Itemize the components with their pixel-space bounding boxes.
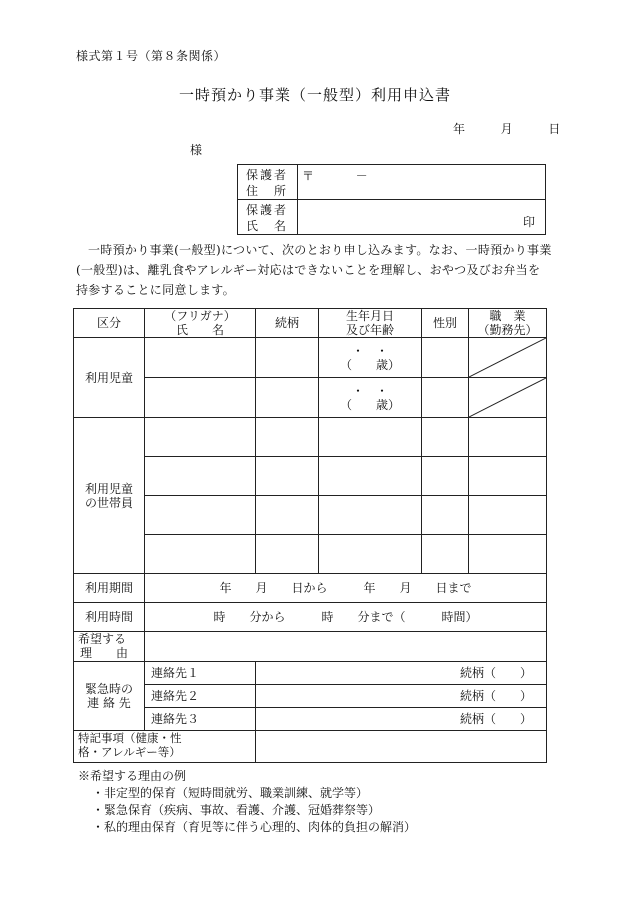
contact-field[interactable] xyxy=(256,662,547,685)
household-name-field[interactable] xyxy=(145,418,256,457)
household-row xyxy=(74,457,547,496)
reason-field[interactable] xyxy=(145,632,547,662)
household-birth-field[interactable] xyxy=(319,496,422,535)
child-name-field[interactable] xyxy=(145,338,256,378)
household-name-field[interactable] xyxy=(145,457,256,496)
child-birth-field[interactable]: ・ ・ （ 歳） xyxy=(319,338,422,378)
household-row xyxy=(74,535,547,574)
header-relation: 続柄 xyxy=(256,309,319,338)
consent-text: 一時預かり事業(一般型)について、次のとおり申し込みます。なお、一時預かり事業(一般型)は、離乳食やアレルギー対応はできないことを理解し、おやつ及びお弁当を持参することに同意します。 xyxy=(76,243,552,297)
emergency-row xyxy=(74,685,547,708)
header-name: （フリガナ） 氏 名 xyxy=(145,309,256,338)
guardian-table xyxy=(237,164,546,235)
household-label: 利用児童 の世帯員 xyxy=(74,418,145,574)
household-relation-field[interactable] xyxy=(256,418,319,457)
contact-label: 連絡先１ xyxy=(145,662,256,685)
child-row xyxy=(74,378,547,418)
household-sex-field[interactable] xyxy=(422,457,469,496)
household-sex-field[interactable] xyxy=(422,418,469,457)
header-birth: 生年月日 及び年齢 xyxy=(319,309,422,338)
postal-dash: － xyxy=(355,169,368,183)
notes-item: ・緊急保育（疾病、事故、看護、介護、冠婚葬祭等） xyxy=(92,803,381,817)
notes-item: ・私的理由保育（育児等に伴う心理的、肉体的負担の解消） xyxy=(92,820,417,834)
date-day-label: 日 xyxy=(548,122,561,136)
household-row xyxy=(74,418,547,457)
child-row xyxy=(74,338,547,378)
contact-field[interactable] xyxy=(256,708,547,731)
date-line xyxy=(453,120,560,137)
contact-label: 連絡先３ xyxy=(145,708,256,731)
child-label: 利用児童 xyxy=(74,338,145,418)
guardian-name-label: 保護者 氏 名 xyxy=(238,200,298,235)
contact-field[interactable] xyxy=(256,685,547,708)
household-row xyxy=(74,496,547,535)
special-field[interactable] xyxy=(256,731,547,763)
notes-item: ・非定型的保育（短時間就労、職業訓練、就学等） xyxy=(92,786,369,800)
application-table xyxy=(73,308,547,763)
header-category: 区分 xyxy=(74,309,145,338)
period-label: 利用期間 xyxy=(74,574,145,603)
contact-label: 連絡先２ xyxy=(145,685,256,708)
household-job-field[interactable] xyxy=(469,418,547,457)
reason-examples xyxy=(78,768,416,836)
addressee-suffix: 様 xyxy=(190,143,203,157)
date-month-label: 月 xyxy=(500,122,513,136)
date-year-label: 年 xyxy=(453,122,466,136)
household-sex-field[interactable] xyxy=(422,535,469,574)
child-birth-field[interactable]: ・ ・ （ 歳） xyxy=(319,378,422,418)
guardian-address-field[interactable] xyxy=(298,165,546,200)
household-birth-field[interactable] xyxy=(319,535,422,574)
household-sex-field[interactable] xyxy=(422,496,469,535)
household-relation-field[interactable] xyxy=(256,535,319,574)
household-relation-field[interactable] xyxy=(256,457,319,496)
child-relation-field[interactable] xyxy=(256,378,319,418)
household-name-field[interactable] xyxy=(145,496,256,535)
child-job-na-cell xyxy=(469,378,547,418)
reason-row xyxy=(74,632,547,662)
notes-heading: ※希望する理由の例 xyxy=(78,769,187,783)
household-job-field[interactable] xyxy=(469,535,547,574)
household-birth-field[interactable] xyxy=(319,457,422,496)
contact-relation: 続柄（ ） xyxy=(459,666,532,680)
household-name-field[interactable] xyxy=(145,535,256,574)
seal-mark: 印 xyxy=(522,215,535,229)
contact-relation: 続柄（ ） xyxy=(459,689,532,703)
period-row xyxy=(74,574,547,603)
contact-relation: 続柄（ ） xyxy=(459,712,532,726)
time-field[interactable]: 時 分から 時 分まで（ 時間） xyxy=(145,603,547,632)
header-row xyxy=(74,309,547,338)
special-row xyxy=(74,731,547,763)
time-label: 利用時間 xyxy=(74,603,145,632)
child-job-na-cell xyxy=(469,338,547,378)
period-field[interactable]: 年 月 日から 年 月 日まで xyxy=(145,574,547,603)
household-birth-field[interactable] xyxy=(319,418,422,457)
form-number: 様式第１号（第８条関係） xyxy=(76,49,227,63)
child-relation-field[interactable] xyxy=(256,338,319,378)
household-job-field[interactable] xyxy=(469,457,547,496)
emergency-row xyxy=(74,708,547,731)
household-job-field[interactable] xyxy=(469,496,547,535)
guardian-address-label: 保護者 住 所 xyxy=(238,165,298,200)
emergency-label: 緊急時の 連 絡 先 xyxy=(74,662,145,731)
child-sex-field[interactable] xyxy=(422,378,469,418)
reason-label: 希望する 理 由 xyxy=(74,632,145,662)
guardian-name-field[interactable] xyxy=(298,200,546,235)
child-sex-field[interactable] xyxy=(422,338,469,378)
special-label: 特記事項（健康・性 格・アレルギー等） xyxy=(74,731,256,763)
header-job: 職 業 （勤務先） xyxy=(469,309,547,338)
header-sex: 性別 xyxy=(422,309,469,338)
child-name-field[interactable] xyxy=(145,378,256,418)
emergency-row xyxy=(74,662,547,685)
page-title: 一時預かり事業（一般型）利用申込書 xyxy=(178,86,451,104)
household-relation-field[interactable] xyxy=(256,496,319,535)
time-row xyxy=(74,603,547,632)
postal-mark: 〒 xyxy=(302,169,315,183)
